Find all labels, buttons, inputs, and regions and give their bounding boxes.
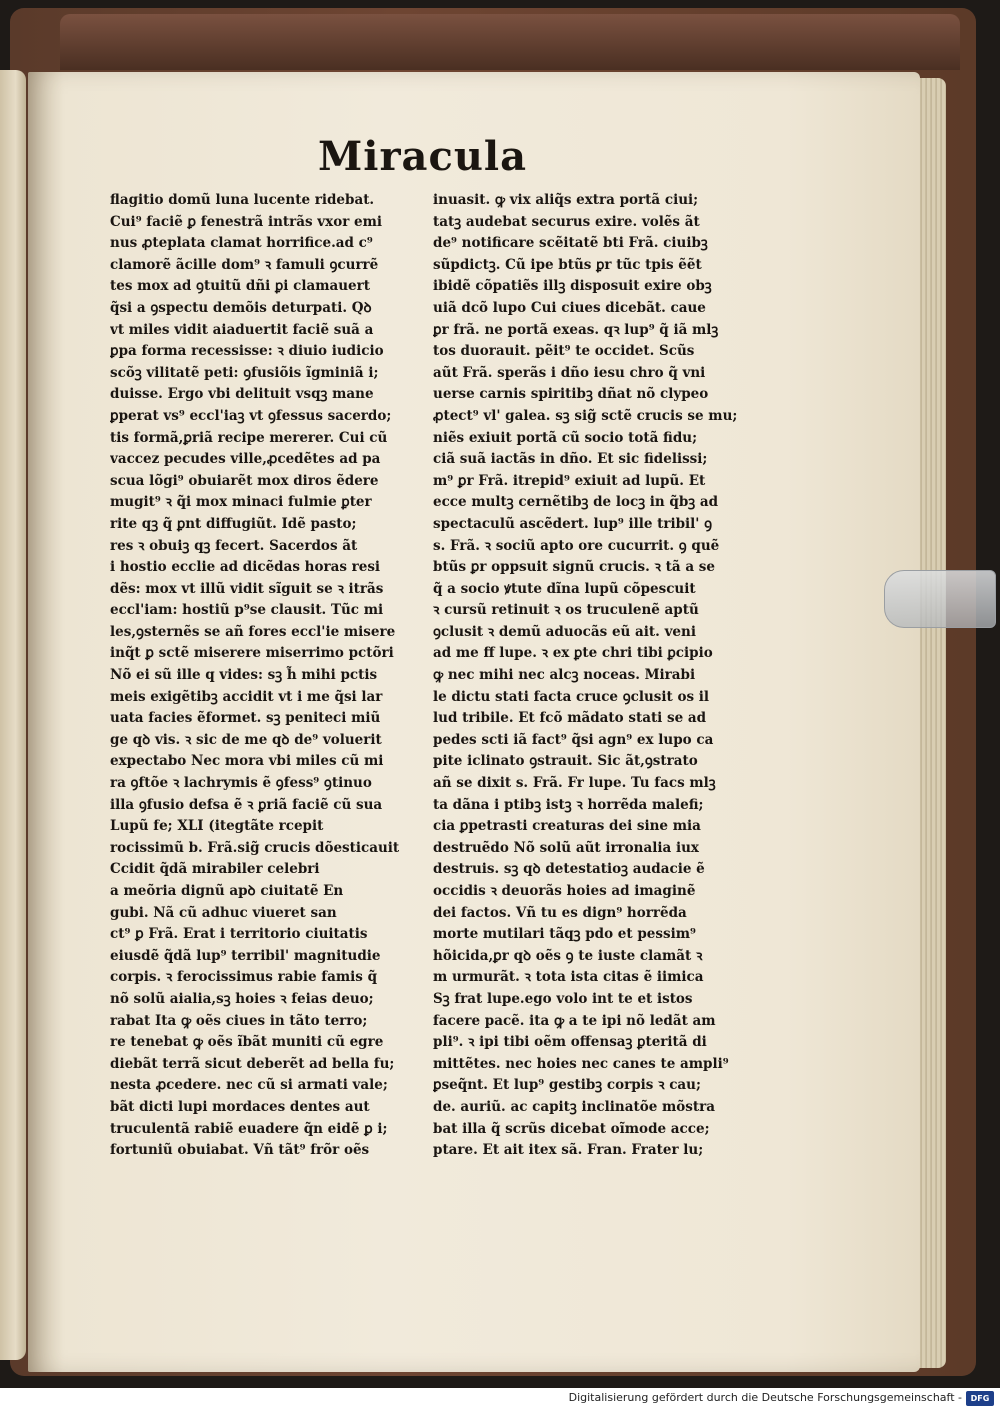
text-line: spectaculũ ascẽdert. lup⁹ ille tribil' ꝯ [433, 515, 713, 532]
text-line: bat illa q̃ scrũs dicebat oĩmode acce; [433, 1120, 710, 1137]
text-line: q̃ a socio ꝟtute dĩna lupũ cõpescuit [433, 580, 696, 597]
text-line: corpis. ꝛ ferocissimus rabie famis q̃ [110, 969, 378, 986]
text-line: rabat Ita ꝙ oẽs ciues in tãto terro; [110, 1012, 368, 1029]
book-spine-top [60, 14, 960, 70]
text-line: diebãt terrã sicut deberẽt ad bella fu; [110, 1055, 395, 1072]
text-line: ꝓtect⁹ vl' galea. sꝫ sig̃ sctẽ crucis se mu; [433, 407, 738, 424]
text-line: re tenebat ꝙ oẽs ĩbãt muniti cũ egre [110, 1034, 384, 1051]
text-line: destruis. sꝫ qꝺ detestatioꝫ audacie ẽ [433, 861, 705, 878]
text-line: ecce multꝫ cernẽtibꝫ de locꝫ in q̃bꝫ ad [433, 494, 719, 511]
text-line: res ꝛ obuiꝫ qꝫ fecert. Sacerdos ãt [110, 537, 358, 554]
text-line: gubi. Nã cũ adhuc viueret san [110, 904, 337, 921]
text-line: clamorẽ ãcille dom⁹ ꝛ famuli ꝯcurrẽ [110, 256, 379, 273]
text-line: eiusdẽ q̃dã lup⁹ terribil' magnitudie [110, 947, 381, 964]
text-line: ad me ff lupe. ꝛ ex ꝑte chri tibi ꝑcipio [433, 645, 713, 662]
text-line: inuasit. ꝙ vix aliq̃s extra portã ciui; [433, 192, 699, 208]
text-line: m urmurãt. ꝛ tota ista citas ẽ iimica [433, 969, 704, 986]
text-line: ꝛ cursũ retinuit ꝛ os truculenẽ aptũ [433, 602, 699, 619]
text-line: ꝑpa forma recessisse: ꝛ diuio iudicio [110, 343, 384, 360]
text-line: facere pacẽ. ita ꝙ a te ipi nõ ledãt am [433, 1012, 716, 1029]
text-line: inq̃t ꝑ sctẽ miserere miserrimo pctõri [110, 645, 394, 662]
text-line: illa ꝯfusio defsa ẽ ꝛ ꝑriã faciẽ cũ sua [110, 796, 383, 813]
text-line: ꝙ nec mihi nec alcꝫ noceas. Mirabi [433, 667, 696, 684]
text-line: s. Frã. ꝛ sociũ apto ore cucurrit. ꝯ quẽ [433, 537, 720, 554]
funding-credit: Digitalisierung gefördert durch die Deutsche Forschungsgemeinschaft - [568, 1391, 962, 1404]
text-line: i hostio ecclie ad dicẽdas horas resi [110, 559, 381, 576]
text-line: rocissimũ b. Frã.sig̃ crucis dõesticauit [110, 839, 400, 856]
text-line: pedes scti iã fact⁹ q̃si agn⁹ ex lupo ca [433, 731, 714, 748]
text-line: añ se dixit s. Frã. Fr lupe. Tu facs mlꝫ [433, 775, 716, 792]
running-title: Miracula [318, 133, 528, 180]
text-line: flagitio domũ luna lucente ridebat. [110, 192, 375, 208]
text-line: tos duorauit. pẽit⁹ te occidet. Scũs [433, 343, 695, 360]
text-line: rite qꝫ q̃ ꝑnt diffugiũt. Idẽ pasto; [110, 515, 357, 532]
text-line: fortuniũ obuiabat. Vñ tãt⁹ frõr oẽs [110, 1142, 370, 1159]
text-line: le dictu stati facta cruce ꝯclusit os il [433, 688, 710, 705]
text-line: dei factos. Vñ tu es dign⁹ horrẽda [433, 904, 687, 921]
text-line: truculentã rabiẽ euadere q̃n eidẽ ꝑ i; [110, 1120, 388, 1137]
text-line: scua lõgi⁹ obuiarẽt mox diros ẽdere [110, 472, 379, 489]
text-line: ꝑseq̃nt. Et lup⁹ gestibꝫ corpis ꝛ cau; [433, 1077, 701, 1094]
text-line: hõicida,ꝑr qꝺ oẽs ꝯ te iuste clamãt ꝛ [433, 947, 703, 964]
text-line: Lupũ fe; XLI (itegtãte rcepit [110, 818, 324, 835]
text-line: destruẽdo Nõ solũ aũt irronalia iux [433, 839, 699, 856]
text-line: uerse carnis spiritibꝫ dñat nõ clypeo [433, 386, 709, 403]
text-line: tatꝫ audebat securus exire. volẽs ãt [433, 213, 700, 230]
text-line: btũs ꝑr oppsuit signũ crucis. ꝛ tã a se [433, 559, 715, 576]
text-line: vaccez pecudes ville,ꝓcedẽtes ad pa [110, 451, 381, 468]
text-line: cia ꝑpetrasti creaturas dei sine mia [433, 818, 701, 835]
text-line: duisse. Ergo vbi delituit vsqꝫ mane [110, 386, 374, 403]
text-line: eccl'iam: hostiũ p⁹se clausit. Tũc mi [110, 602, 384, 619]
text-line: ge qꝺ vis. ꝛ sic de me qꝺ de⁹ voluerit [110, 731, 382, 748]
text-line: a meõria dignũ apꝺ ciuitatẽ En [110, 883, 344, 899]
text-line: tes mox ad ꝯtuitũ dñi ꝑi clamauert [110, 278, 370, 295]
text-line: mittẽtes. nec hoies nec canes te ampli⁹ [433, 1055, 729, 1072]
text-line: vt miles vidit aiaduertit faciẽ suã a [110, 321, 374, 338]
text-line: de. auriũ. ac capitꝫ inclinatõe mõstra [433, 1098, 715, 1115]
text-line: ibidẽ cõpatiẽs illꝫ disposuit exire obꝫ [433, 278, 712, 295]
text-line: pite iclinato ꝯstrauit. Sic ãt,ꝯstrato [433, 753, 698, 770]
text-line: niẽs exiuit portã cũ socio totã fidu; [433, 429, 698, 446]
text-line: Sꝫ frat lupe.ego volo int te et istos [433, 990, 693, 1007]
text-line: nesta ꝓcedere. nec cũ si armati vale; [110, 1077, 388, 1094]
footer-bar [0, 1388, 1000, 1410]
text-line: ra ꝯftõe ꝛ lachrymis ẽ ꝯfess⁹ ꝯtinuo [110, 775, 372, 792]
text-line: scõꝫ vilitatẽ peti: ꝯfusiõis ĩgminiã i; [110, 364, 379, 381]
text-line: m⁹ ꝑr Frã. itrepid⁹ exiuit ad lupũ. Et [433, 472, 706, 489]
text-line: aũt Frã. sperãs i dño iesu chro q̃ vni [433, 364, 706, 381]
text-line: morte mutilari tãqꝫ pdo et pessim⁹ [433, 926, 696, 943]
text-line: mugit⁹ ꝛ q̃i mox minaci fulmie ꝑter [110, 494, 372, 511]
text-line: bãt dicti lupi mordaces dentes aut [110, 1098, 370, 1115]
text-line: de⁹ notificare scẽitatẽ bti Frã. ciuibꝫ [433, 235, 708, 252]
text-line: q̃si a ꝯspectu demõis deturpati. Qꝺ [110, 299, 372, 316]
text-line: dẽs: mox vt illũ vidit sĩguit se ꝛ itrãs [110, 580, 384, 597]
text-line: Cui⁹ faciẽ ꝑ fenestrã intrãs vxor emi [110, 213, 383, 230]
text-line: lud tribile. Et fcõ mãdato stati se ad [433, 710, 707, 727]
text-line: ta dãna i ptibꝫ istꝫ ꝛ horrẽda malefi; [433, 796, 704, 813]
facing-page-edge [0, 70, 26, 1360]
text-line: occidis ꝛ deuorãs hoies ad imaginẽ [433, 883, 696, 899]
text-line: nus ꝓteplata clamat horrifice.ad c⁹ [110, 235, 373, 252]
text-line: ptare. Et ait itex sã. Fran. Frater lu; [433, 1142, 704, 1159]
text-line: ciã suã iactãs in dño. Et sic fidelissi; [433, 451, 708, 468]
text-line: ꝑr frã. ne portã exeas. qꝛ lup⁹ q̃ iã mlꝫ [433, 321, 719, 338]
text-line: meis exigẽtibꝫ accidit vt i me q̃si lar [110, 688, 383, 705]
text-line: ct⁹ ꝑ Frã. Erat i territorio ciuitatis [110, 926, 368, 943]
text-line: expectabo Nec mora vbi miles cũ mi [110, 753, 384, 770]
text-line: uata facies ẽformet. sꝫ peniteci miũ [110, 710, 381, 727]
page-clip [884, 570, 996, 628]
text-line: les,ꝯsternẽs se añ fores eccl'ie misere [110, 623, 396, 640]
text-line: pli⁹. ꝛ ipi tibi oẽm offensaꝫ ꝑteritã di [433, 1034, 707, 1051]
text-line: sũpdictꝫ. Cũ ipe btũs ꝑr tũc tpis ẽẽt [433, 256, 702, 273]
text-line: nõ solũ aialia,sꝫ hoies ꝛ feias deuo; [110, 990, 374, 1007]
text-line: uiã dcõ lupo Cui ciues dicebãt. caue [433, 299, 706, 316]
text-column-left [110, 190, 430, 1162]
text-line: Nõ ei sũ ille q vides: sꝫ h̃ mihi pctis [110, 667, 378, 684]
text-line: Ccidit q̃dã mirabiler celebri [110, 861, 320, 878]
dfg-logo: DFG [966, 1391, 994, 1406]
text-line: ꝯclusit ꝛ demũ aduocãs eũ ait. veni [433, 623, 696, 640]
text-line: ꝑperat vs⁹ eccl'iaꝫ vt ꝯfessus sacerdo; [110, 407, 392, 424]
text-line: tis formã,ꝑriã recipe mererer. Cui cũ [110, 429, 388, 446]
text-column-right [433, 190, 753, 1162]
